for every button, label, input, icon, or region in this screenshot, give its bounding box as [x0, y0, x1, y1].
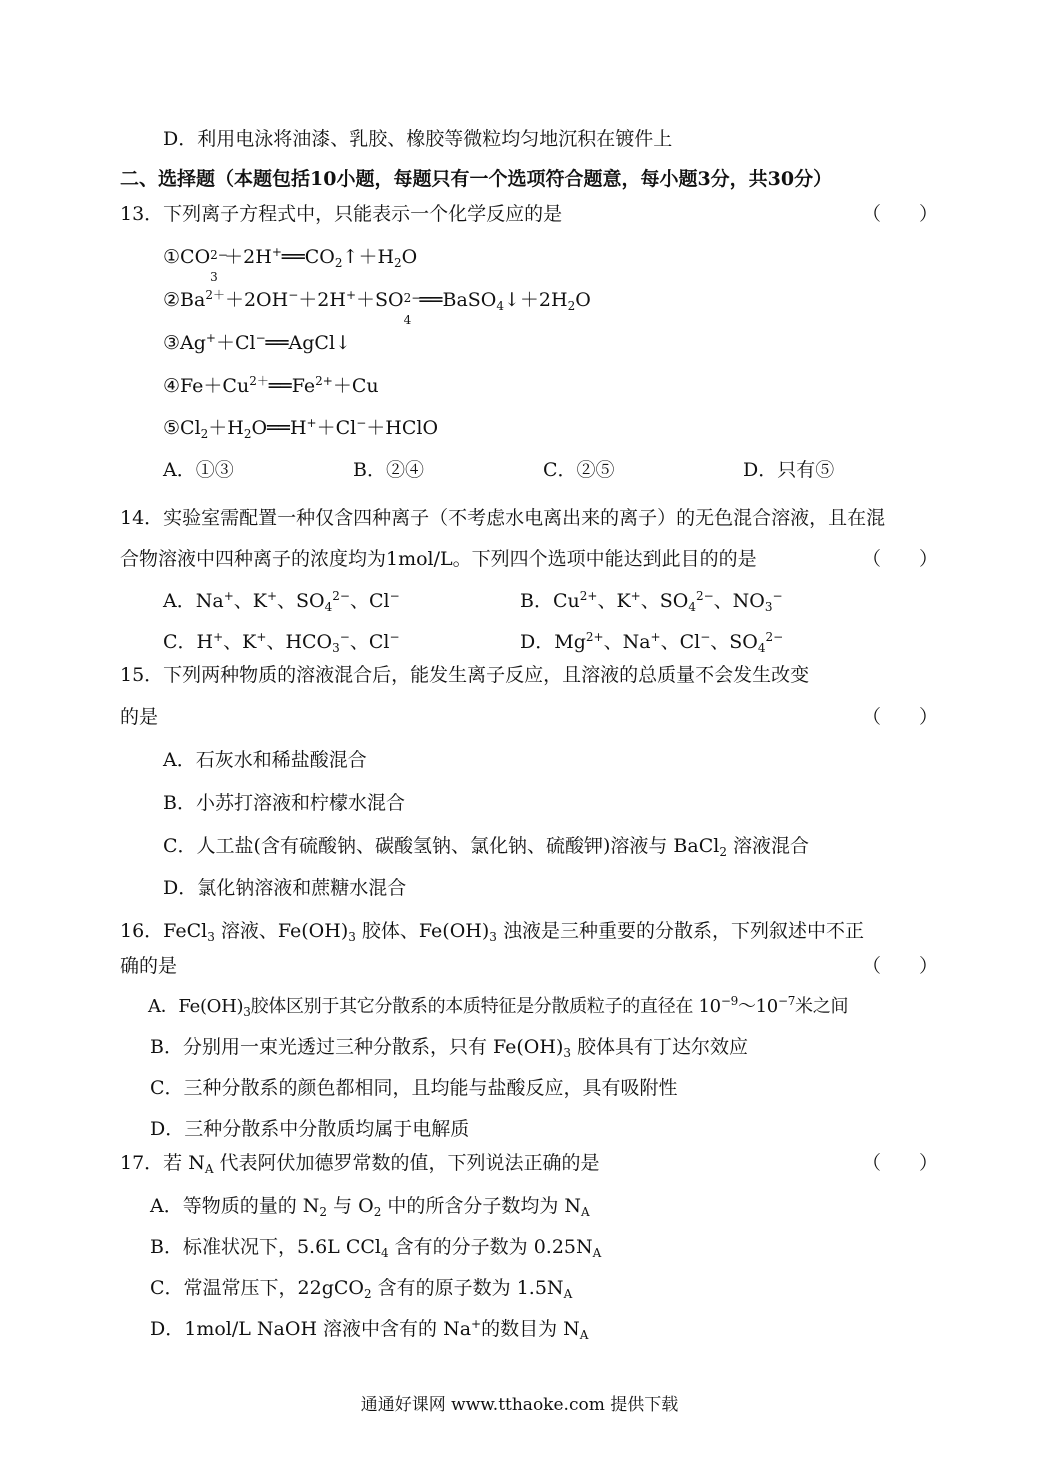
q14-stem-line-1: 14．实验室需配置一种仅含四种离子（不考虑水电离出来的离子）的无色混合溶液，且在混 [120, 507, 886, 529]
q13-equation-5: $⑤Cl_2+H_2O══H^++Cl^-+HClO$ [163, 416, 439, 441]
q17-option-c: C．常温常压下，22gCO$_2$ 含有的原子数为 $1.5N_A$ [150, 1277, 573, 1301]
q14-option-c: C．H+、K+、$HCO_3^-$、Cl− [163, 630, 400, 655]
q13-option-b: B．②④ [353, 459, 424, 481]
q16-stem-line-2: 确的是 [120, 955, 178, 977]
q13-equation-1: ①CO 2− 3 $+2H^+══CO_2↑+H_2O$ [163, 245, 418, 284]
q16-answer-paren: （ ） [862, 955, 939, 977]
q13-answer-paren: （ ） [862, 203, 939, 225]
q13-option-c: C．②⑤ [543, 459, 615, 481]
q15-option-b: B．小苏打溶液和柠檬水混合 [163, 792, 405, 814]
q14-option-d: D．$Mg^{2+}$、Na+、Cl−、$SO_4^{2-}$ [520, 630, 784, 655]
section-title: 二、选择题（本题包括10小题，每题只有一个选项符合题意，每小题3分，共30分） [120, 168, 833, 190]
q13-equation-4: $④Fe+Cu^{2+}══Fe^{2+}+Cu$ [163, 374, 379, 397]
q13-equation-2: $②Ba^{2+}+2OH^-+2H^++SO$ 2− 4 $══BaSO_4↓+2H_2O$ [163, 288, 591, 327]
page-footer: 通通好课网 www.tthaoke.com 提供下载 [360, 1395, 679, 1415]
q15-stem-line-2: 的是 [120, 706, 159, 728]
q13-stem: 13．下列离子方程式中，只能表示一个化学反应的是 [120, 203, 563, 225]
q13-option-d: D．只有⑤ [743, 459, 835, 481]
q17-option-d: D．1mol/L NaOH 溶液中含有的 Na+的数目为 $N_A$ [150, 1317, 589, 1342]
q14-stem-line-2: 合物溶液中四种离子的浓度均为1mol/L。下列四个选项中能达到此目的的是 [120, 548, 757, 570]
q13-option-a: A．①③ [163, 459, 234, 481]
q14-option-b: B．$Cu^{2+}$、K+、$SO_4^{2-}$、$NO_3^-$ [520, 589, 783, 614]
q17-option-b: B．标准状况下，5.6L CCl$_4$ 含有的分子数为 $0.25N_A$ [150, 1236, 602, 1260]
q14-answer-paren: （ ） [862, 548, 939, 570]
q13-equation-3: ③Ag+＋Cl−══AgCl↓ [163, 331, 351, 354]
q16-option-d: D．三种分散系中分散质均属于电解质 [150, 1118, 470, 1140]
q17-stem: 17．若 $N_A$ 代表阿伏加德罗常数的值，下列说法正确的是 [120, 1152, 600, 1176]
q17-option-a: A．等物质的量的 $N_2$ 与 $O_2$ 中的所含分子数均为 $N_A$ [150, 1195, 590, 1219]
q15-option-c: C．人工盐(含有硫酸钠、碳酸氢钠、氯化钠、硫酸钾)溶液与 BaCl$_2$ 溶液混合 [163, 835, 809, 859]
q16-option-b: B．分别用一束光透过三种分散系，只有 $Fe(OH)_3$ 胶体具有丁达尔效应 [150, 1036, 749, 1060]
q12-option-d: D．利用电泳将油漆、乳胶、橡胶等微粒均匀地沉积在镀件上 [163, 128, 673, 150]
q15-stem-line-1: 15．下列两种物质的溶液混合后，能发生离子反应，且溶液的总质量不会发生改变 [120, 664, 810, 686]
q16-stem-line-1: 16．FeCl$_3$ 溶液、$Fe(OH)_3$ 胶体、$Fe(OH)_3$ 浊液是三种重要的分散系，下列叙述中不正 [120, 920, 864, 944]
q16-option-c: C．三种分散系的颜色都相同，且均能与盐酸反应，具有吸附性 [150, 1077, 678, 1099]
q15-option-a: A．石灰水和稀盐酸混合 [163, 749, 367, 771]
q15-answer-paren: （ ） [862, 706, 939, 728]
q16-option-a: A．$Fe(OH)_3$胶体区别于其它分散系的本质特征是分散质粒子的直径在 $10^{-9}\sim 10^{-7}$米之间 [148, 994, 849, 1019]
q14-option-a: A．Na+、K+、$SO_4^{2-}$、Cl− [163, 589, 400, 614]
q15-option-d: D．氯化钠溶液和蔗糖水混合 [163, 877, 407, 899]
q17-answer-paren: （ ） [862, 1152, 939, 1174]
